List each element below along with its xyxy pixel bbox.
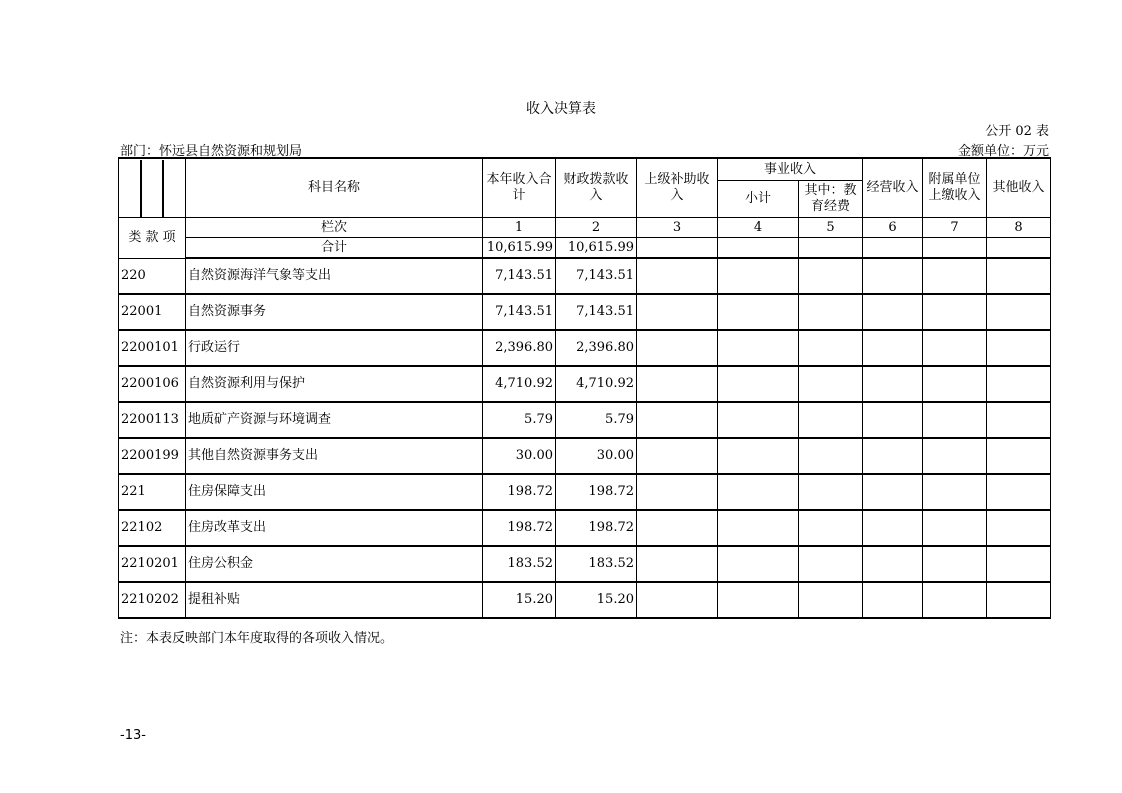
table-row	[119, 330, 1051, 366]
header-kuan: 款	[145, 229, 159, 245]
col-num-2: 2	[556, 218, 637, 238]
row-code: 221	[119, 474, 186, 510]
row-code: 2200106	[119, 366, 186, 402]
table-row	[119, 294, 1051, 330]
header-superior-subsidy: 上级补助收入	[637, 158, 718, 218]
row-code: 2200113	[119, 402, 186, 438]
header-lei: 类	[128, 229, 142, 245]
header-other: 其他收入	[987, 158, 1051, 218]
row-total: 198.72	[483, 510, 556, 546]
total-income-value: 10,615.99	[483, 238, 556, 259]
header-edu-fee: 其中：教育经费	[799, 181, 863, 218]
row-total: 7,143.51	[483, 294, 556, 330]
income-table	[118, 157, 1051, 619]
row-name: 自然资源利用与保护	[186, 366, 483, 402]
table-row	[119, 402, 1051, 438]
row-name: 住房改革支出	[186, 510, 483, 546]
header-subtotal: 小计	[718, 181, 799, 218]
row-total: 198.72	[483, 474, 556, 510]
row-fiscal: 183.52	[556, 546, 637, 582]
row-code: 2210202	[119, 582, 186, 618]
row-fiscal: 7,143.51	[556, 294, 637, 330]
row-name: 自然资源海洋气象等支出	[186, 258, 483, 294]
row-total: 7,143.51	[483, 258, 556, 294]
row-name: 其他自然资源事务支出	[186, 438, 483, 474]
header-xiang: 项	[162, 229, 176, 245]
unit-label: 金额单位：万元	[957, 144, 1049, 159]
col-num-8: 8	[987, 218, 1051, 238]
row-code: 2210201	[119, 546, 186, 582]
category-bars	[119, 158, 186, 218]
row-total: 183.52	[483, 546, 556, 582]
row-name: 地质矿产资源与环境调查	[186, 402, 483, 438]
header-subject-name: 科目名称	[186, 158, 483, 218]
page-number: -13-	[120, 728, 146, 743]
row-name: 提租补贴	[186, 582, 483, 618]
row-code: 220	[119, 258, 186, 294]
row-code: 22001	[119, 294, 186, 330]
col-num-5: 5	[799, 218, 863, 238]
table-row	[119, 258, 1051, 294]
row-total: 2,396.80	[483, 330, 556, 366]
row-fiscal: 5.79	[556, 402, 637, 438]
col-num-4: 4	[718, 218, 799, 238]
footnote: 注：本表反映部门本年度取得的各项收入情况。	[120, 631, 394, 646]
col-num-1: 1	[483, 218, 556, 238]
table-code: 公开 02 表	[985, 124, 1049, 139]
row-code: 2200101	[119, 330, 186, 366]
header-operating: 经营收入	[863, 158, 923, 218]
col-num-3: 3	[637, 218, 718, 238]
row-total: 4,710.92	[483, 366, 556, 402]
header-category	[119, 218, 186, 259]
row-name: 行政运行	[186, 330, 483, 366]
table-row	[119, 474, 1051, 510]
header-total-income: 本年收入合计	[483, 158, 556, 218]
row-fiscal: 7,143.51	[556, 258, 637, 294]
row-name: 自然资源事务	[186, 294, 483, 330]
row-fiscal: 2,396.80	[556, 330, 637, 366]
row-fiscal: 198.72	[556, 474, 637, 510]
row-fiscal: 4,710.92	[556, 366, 637, 402]
header-affiliated: 附属单位上缴收入	[923, 158, 987, 218]
total-fiscal-value: 10,615.99	[556, 238, 637, 259]
total-label: 合计	[186, 238, 483, 259]
row-total: 30.00	[483, 438, 556, 474]
header-business-income: 事业收入	[718, 158, 863, 181]
page-title: 收入决算表	[526, 101, 596, 117]
row-fiscal: 30.00	[556, 438, 637, 474]
row-total: 15.20	[483, 582, 556, 618]
row-code: 22102	[119, 510, 186, 546]
row-name: 住房保障支出	[186, 474, 483, 510]
row-code: 2200199	[119, 438, 186, 474]
table-row	[119, 546, 1051, 582]
header-fiscal: 财政拨款收入	[556, 158, 637, 218]
col-num-6: 6	[863, 218, 923, 238]
row-fiscal: 198.72	[556, 510, 637, 546]
row-name: 住房公积金	[186, 546, 483, 582]
row-fiscal: 15.20	[556, 582, 637, 618]
table-row	[119, 366, 1051, 402]
department-label: 部门：怀远县自然资源和规划局	[120, 144, 303, 159]
row-total: 5.79	[483, 402, 556, 438]
table-row	[119, 582, 1051, 618]
header-column-order: 栏次	[186, 218, 483, 238]
table-row	[119, 510, 1051, 546]
table-row	[119, 438, 1051, 474]
col-num-7: 7	[923, 218, 987, 238]
